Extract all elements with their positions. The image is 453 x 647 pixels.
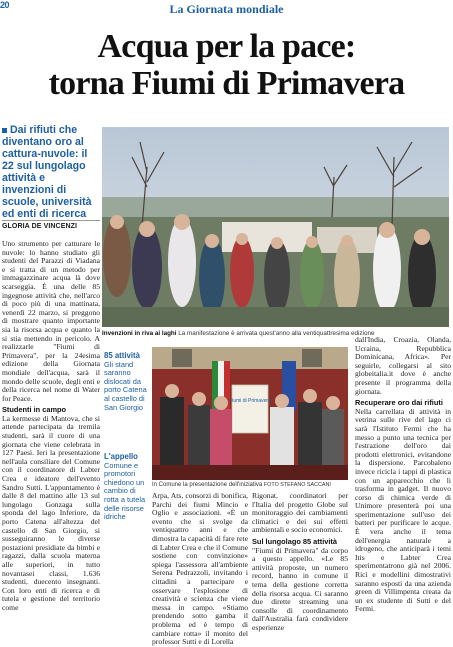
- article-column-2: [152, 492, 248, 647]
- paragraph: Uno strumento per catturare le nuvole: lo hanno studiato gli studenti del Parazzi di Viadana e si tratta di un metodo per immagazzinare acqua là dove scarseggia. È una delle 85 ingegnose attività che, nell'arco di poco più di una mattinata, venerdì 22 marzo, si preggono di mostrare quanto importante sia la risorsa acqua e quanto la si stia mettendo in pericolo. A realizzarle "Fiumi di Primavera", per la 24esima edizione della Giornata mondiale dell'acqua, sarà il mondo delle scuole, degli enti e della ricerca nel nome di Water for Peace.: [2, 239, 100, 403]
- headline-line-2: torna Fiumi di Primavera: [48, 65, 405, 102]
- photo-credit: FOTO STEFANO SACCANI: [263, 482, 331, 488]
- paragraph: dall'India, Croazia, Olanda, Ucraina, Repubblica Dominicana, Africa». Per seguirle, collegarsi al sito globeitalia.it dove è anche presente il programma della giornata.: [355, 335, 451, 396]
- subheadline-text: Dai rifiuti che diventano oro al cattura-nuvole: il 22 sul lungolago attività e invenzioni di scuole, università ed enti di ricerca: [2, 124, 92, 220]
- article-column-4: [355, 336, 451, 614]
- photo-caption: [152, 482, 348, 488]
- bullet-icon: [2, 128, 7, 133]
- poster-text: Fiumi di Primavera: [229, 398, 271, 404]
- paragraph: Nella carrellata di attività in vetrina sulle rive del lago ci sarà l'Istituto Fermi che ha messo a punto una tecnica per l'estrazione dell'oro dai prodotti elettronici, evitandone la dispersione. Parcobaleno invece riciclа i tappi di plastica con un apparecchio che li trasforma in gadget. Il nuovo corso di chimica verde di Unimore presenterà poi una sperimentazione sull'uso dei batteri per purificare le acque. È vera anche il tema dell'energia naturale a idrogeno, che anticiparà i temi Itis e Labter Crea sperimentatrono già nel 2006. Ricì e modellini dimostrativi saranno esposti da una azienda green di Villimpenta creata da un ex studente di Sutti e del Fermi.: [355, 406, 451, 614]
- photo-caption-title: Invenzioni in riva ai laghi: [102, 330, 177, 337]
- paragraph: Arpa, Ats, consorzi di bonifica, Parchi dei fiumi Mincio e Oglio e associazioni. «È un evento che si svolge da ventiquattro anni e che dimostra la capacità di fare rete di Labter Crea e che il Comune sostiene con convinzione» spiega l'assessora all'ambiente Serena Pedrazzoli, invitando i cittadini a partecipare e osservare l'esplosione di creatività e scienza che viene messa in campo. «Stiamo prendendo sotto gamba il problema ed è tempo di cambiare rotta» il monito del professor Sutti e di Lorella: [152, 491, 248, 647]
- paragraph: "Fiumi di Primavera" da corpo a questo appello. «Le 85 attività proposte, un numero record, hanno in comune il tema della gestione corretta della risorsa acqua. Ci saranno due dirette streaming una consolle di coordinamento dall'Australia farà condividere esperienze: [252, 545, 348, 632]
- headline-line-1: Acqua per la pace:: [97, 28, 356, 65]
- byline: GLORIA DE VINCENZI: [2, 220, 100, 230]
- photo-caption-text: In Comune la presentazione dell'iniziativa: [152, 482, 263, 488]
- page-edge-tag: 20: [0, 0, 10, 10]
- sidebar-blurb-appeal: [104, 453, 150, 522]
- section-subhead: Studenti in campo: [2, 405, 67, 415]
- event-photo: [102, 127, 449, 327]
- sidebar-blurb-activities: [104, 352, 150, 412]
- subheadline: [2, 124, 98, 220]
- paragraph: Rigonat, coordinatori per l'Italia del progetto Globe sul monitoraggio dei cambiamenti climatici e dei sui effetti ambientali e socio economici.: [252, 491, 348, 535]
- section-subhead: Sul lungolago 85 attività: [252, 536, 338, 546]
- photo-caption-text: La manifestazione è arrivata quest'anno alla ventiquattresima edizione: [178, 330, 375, 337]
- section-subhead: Recuperare oro dai rifiuti: [355, 398, 443, 408]
- paragraph: La kermesse di Mantova, che si attende partecipata da tremila studenti, sarà il cuore di una giornata che viene celebrata in 127 Paesi. Ieri la presentazione nell'aula consiliare del Comune con il coordinatore di Labter Crea e ideatore dell'evento Sandro Sutti. L'appuntamento è dalle 8 del mattino alle 13 sul lungolago Gonzaga sulla sponda del lago Inferiore, da porto Catena all'altezza del castello di San Giorgio, si susseguiranno le diverse postazioni presidiate da bimbi e ragazzi, dalla scuola materna alle superiori, in tutto novantasei classi, 1.636 studenti, duecento insegnanti. Con loro enti di ricerca e di tutela e gestione del territorio come: [2, 413, 100, 612]
- section-kicker: La Giornata mondiale: [169, 2, 284, 16]
- presentation-photo: [152, 347, 348, 480]
- sidebar-text: Comune e promotori chiedono un cambio di rotta a tutela delle risorse idriche: [104, 460, 146, 522]
- article-column-3: [252, 492, 348, 633]
- sidebar-text: Gli stand saranno dislocati da porto Catena al castello di San Giorgio: [104, 359, 147, 412]
- sidebar-head: L'appello: [104, 452, 138, 461]
- article-column-1: [2, 240, 100, 613]
- sidebar-head: 85 attività: [104, 351, 140, 360]
